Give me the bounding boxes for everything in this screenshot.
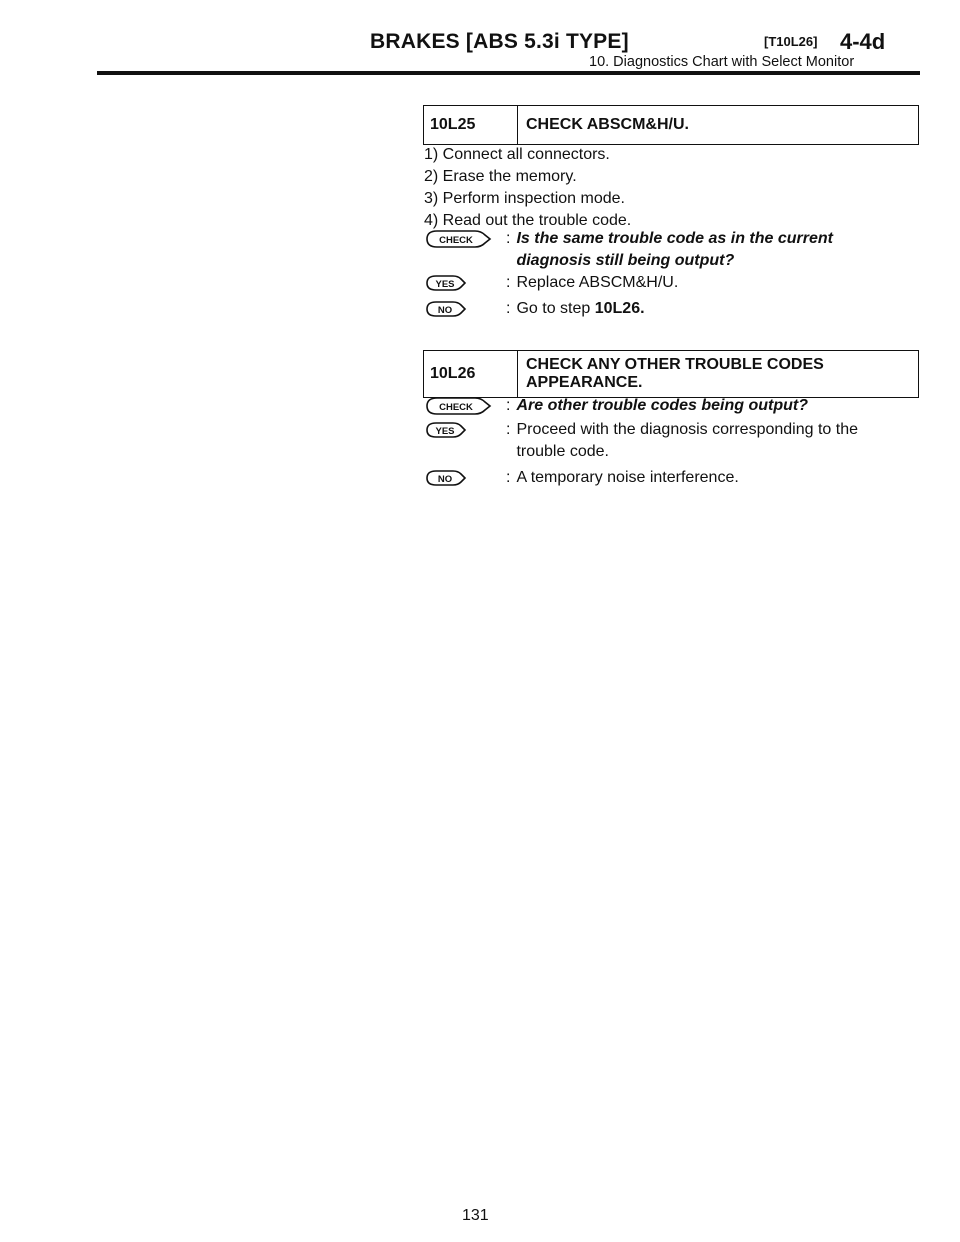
colon: : — [506, 300, 511, 317]
yes-badge-icon — [423, 272, 499, 294]
colon: : — [506, 469, 511, 486]
yes-response: Replace ABSCM&H/U. — [516, 274, 679, 291]
svg-text:NO: NO — [437, 305, 453, 316]
svg-text:YES: YES — [435, 426, 455, 437]
step-id: 10L26 — [424, 351, 518, 397]
check-badge-icon — [423, 228, 499, 250]
colon: : — [506, 274, 511, 291]
check-badge-label: CHECK — [439, 235, 473, 246]
step-title: CHECK ABSCM&H/U. — [526, 116, 689, 133]
header-section-number: 4-4d — [840, 29, 886, 54]
check-question: Is the same trouble code as in the current diagnosis still being output? — [516, 230, 833, 269]
header-subtitle: 10. Diagnostics Chart with Select Monitor — [589, 54, 855, 70]
no-row — [423, 467, 920, 489]
colon: : — [506, 421, 511, 438]
yes-row — [423, 419, 920, 463]
step-title: CHECK ANY OTHER TROUBLE CODES APPEARANCE. — [526, 356, 824, 391]
instruction-line: 4) Read out the trouble code. — [424, 212, 632, 229]
step-id: 10L25 — [424, 106, 518, 144]
step-box-10L25 — [423, 105, 919, 145]
svg-text:NO: NO — [437, 474, 453, 485]
yes-response: Proceed with the diagnosis corresponding to the trouble code. — [516, 421, 858, 460]
check-badge-icon — [423, 395, 499, 417]
no-badge-icon — [423, 467, 499, 489]
page-header — [0, 0, 960, 80]
check-row — [423, 395, 920, 417]
instruction-line: 1) Connect all connectors. — [424, 146, 610, 163]
svg-text:YES: YES — [435, 279, 455, 290]
step-box-10L26 — [423, 350, 919, 398]
svg-text:CHECK: CHECK — [439, 402, 473, 413]
no-response: A temporary noise interference. — [516, 469, 739, 486]
yes-row — [423, 272, 920, 294]
page-number: 131 — [462, 1207, 489, 1224]
header-title: BRAKES [ABS 5.3i TYPE] — [370, 30, 629, 53]
colon: : — [506, 397, 511, 414]
no-badge-icon — [423, 298, 499, 320]
no-row — [423, 298, 920, 320]
colon: : — [506, 230, 511, 247]
instruction-line: 3) Perform inspection mode. — [424, 190, 625, 207]
check-row — [423, 228, 920, 272]
instruction-line: 2) Erase the memory. — [424, 168, 577, 185]
yes-badge-icon — [423, 419, 499, 441]
header-code: [T10L26] — [764, 34, 818, 49]
header-rule — [97, 71, 920, 75]
step-link-10L26: 10L26. — [594, 300, 645, 317]
check-question: Are other trouble codes being output? — [516, 397, 809, 414]
no-response: Go to step 10L26. — [516, 300, 645, 317]
